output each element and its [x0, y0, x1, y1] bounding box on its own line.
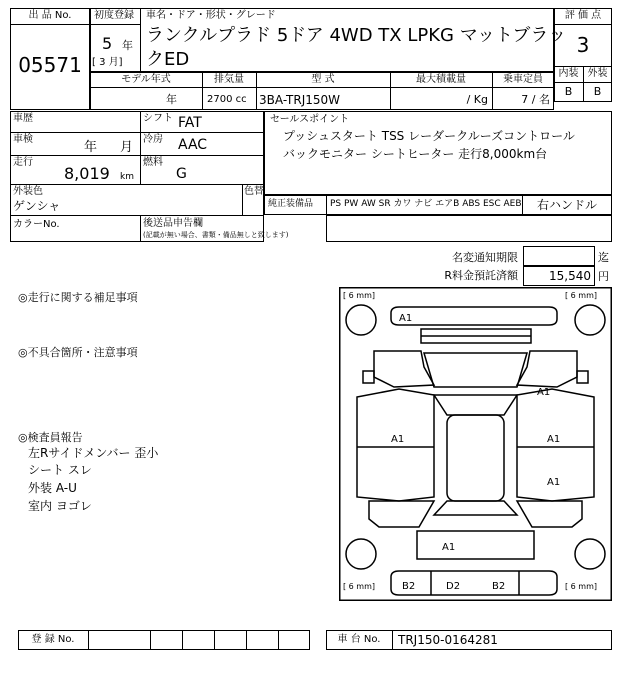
mark-right-rear-door: A1	[547, 477, 561, 488]
mileage-label: 走行	[13, 157, 33, 168]
first-registration-year-unit: 年	[122, 39, 133, 52]
inspector-line: シート スレ	[28, 463, 92, 477]
shift-value: FAT	[178, 115, 202, 131]
first-registration-label: 初度登録	[94, 10, 134, 21]
score-label: 評 価 点	[564, 10, 602, 21]
left-body-side	[357, 389, 434, 501]
first-registration-month: [ 3 月]	[92, 57, 123, 68]
mark-front-bumper: A1	[399, 313, 413, 324]
tire-depth-rear-left: [ 6 mm]	[343, 582, 376, 591]
inspection-label: 車検	[13, 134, 33, 145]
model-year-label: モデル年式	[121, 74, 171, 85]
tire-depth-front-left: [ 6 mm]	[343, 291, 376, 300]
equipment-items: PS PW AW SR カワ ナビ エアB ABS ESC AEB	[330, 199, 522, 209]
first-registration-year: 5	[102, 34, 113, 53]
inspector-report-label: ◎検査員報告	[18, 431, 83, 444]
max-load-value: / Kg	[466, 93, 488, 106]
car-name-line1: ランクルプラド 5ドア 4WD TX LPKG マットブラッ	[146, 25, 567, 46]
ac-value: AAC	[178, 137, 208, 153]
ac-label: 冷房	[143, 134, 163, 145]
mileage-unit: km	[120, 172, 134, 182]
sales-points-line2: バックモニター シートヒーター 走行8,000km台	[283, 147, 548, 161]
shift-label: シフト	[143, 113, 173, 124]
max-load-label: 最大積載量	[416, 74, 466, 85]
handle-side: 右ハンドル	[536, 198, 597, 212]
right-rear-fender	[517, 501, 582, 527]
name-change-label: 名変通知期限	[452, 251, 518, 264]
history-label: 車歴	[13, 113, 33, 124]
name-change-box	[523, 246, 595, 266]
interior-label: 内装	[558, 68, 579, 79]
name-change-unit: 迄	[598, 251, 609, 264]
rear-bumper-outline	[391, 571, 557, 595]
hood	[424, 353, 527, 387]
registration-number-label: 登 録 No.	[31, 634, 75, 645]
car-name-line2: クED	[146, 49, 190, 70]
score-value: 3	[576, 33, 590, 57]
displacement-value: 2700 cc	[207, 94, 247, 105]
right-mirror	[577, 371, 588, 383]
chassis-number: TRJ150-0164281	[398, 633, 498, 647]
wheel-bottom-left	[346, 539, 376, 569]
left-mirror	[363, 371, 374, 383]
driving-notes-label: ◎走行に関する補足事項	[18, 291, 138, 304]
wheel-top-right	[575, 305, 605, 335]
wheel-bottom-right	[575, 539, 605, 569]
sales-points-label: セールスポイント	[270, 114, 350, 125]
mark-back-door: A1	[442, 542, 456, 553]
front-bumper-outline	[391, 307, 557, 325]
fuel-value: G	[176, 166, 187, 182]
aftermarket-right-box	[326, 215, 612, 242]
model-code-label: 型 式	[311, 74, 335, 85]
inspection-month-unit: 月	[120, 140, 134, 155]
interior-grade: B	[564, 85, 573, 98]
mark-left-door: A1	[391, 434, 405, 445]
exterior-grade: B	[593, 85, 602, 98]
inspector-line: 外装 A-U	[28, 481, 77, 495]
rear-window	[434, 501, 517, 515]
mileage-value: 8,019	[64, 164, 110, 183]
defects-label: ◎不具合箇所・注意事項	[18, 346, 138, 359]
exterior-color-value: ゲンシャ	[13, 199, 61, 213]
roof	[447, 415, 504, 501]
capacity-value: 7 / 名	[521, 93, 550, 106]
recycle-fee-label: R料金預託済額	[444, 269, 518, 282]
mark-hood-right: A1	[537, 387, 551, 398]
mark-rear-bumper-center: D2	[446, 581, 461, 592]
chassis-number-label: 車 台 No.	[337, 634, 381, 645]
car-name-label: 車名・ドア・形状・グレード	[146, 10, 276, 21]
tire-depth-rear-right: [ 6 mm]	[565, 582, 598, 591]
displacement-label: 排気量	[214, 74, 244, 85]
windshield	[434, 395, 517, 415]
aftermarket-note: (記載が無い場合、書類・備品無しと致します)	[143, 231, 289, 239]
mark-rear-bumper-left: B2	[402, 581, 416, 592]
lot-number-label: 出 品 No.	[28, 10, 72, 21]
color-change-label: 色替	[244, 186, 264, 197]
back-door	[417, 531, 534, 559]
mark-right-front-door: A1	[547, 434, 561, 445]
exterior-color-label: 外装色	[13, 186, 43, 197]
model-code: 3BA-TRJ150W	[259, 93, 341, 107]
color-no-label: カラーNo.	[13, 219, 60, 230]
model-year-unit: 年	[166, 93, 177, 106]
sales-points-line1: プッシュスタート TSS レーダークルーズコントロール	[283, 129, 575, 143]
aftermarket-label: 後送品申告欄	[143, 218, 203, 229]
lot-number: 05571	[18, 53, 82, 77]
capacity-label: 乗車定員	[503, 74, 543, 85]
left-rear-fender	[369, 501, 434, 527]
fuel-label: 燃料	[143, 157, 163, 168]
car-damage-diagram	[339, 287, 612, 601]
recycle-fee-unit: 円	[598, 270, 609, 283]
tire-depth-front-right: [ 6 mm]	[565, 291, 598, 300]
equipment-label: 純正装備品	[268, 199, 314, 209]
inspector-line: 左Rサイドメンバー 歪小	[28, 446, 159, 460]
inspector-line: 室内 ヨゴレ	[28, 499, 92, 513]
wheel-top-left	[346, 305, 376, 335]
mark-rear-bumper-right: B2	[492, 581, 506, 592]
exterior-label: 外装	[587, 68, 608, 79]
recycle-fee-amount: 15,540	[549, 269, 591, 283]
inspection-year-unit: 年	[84, 140, 98, 155]
